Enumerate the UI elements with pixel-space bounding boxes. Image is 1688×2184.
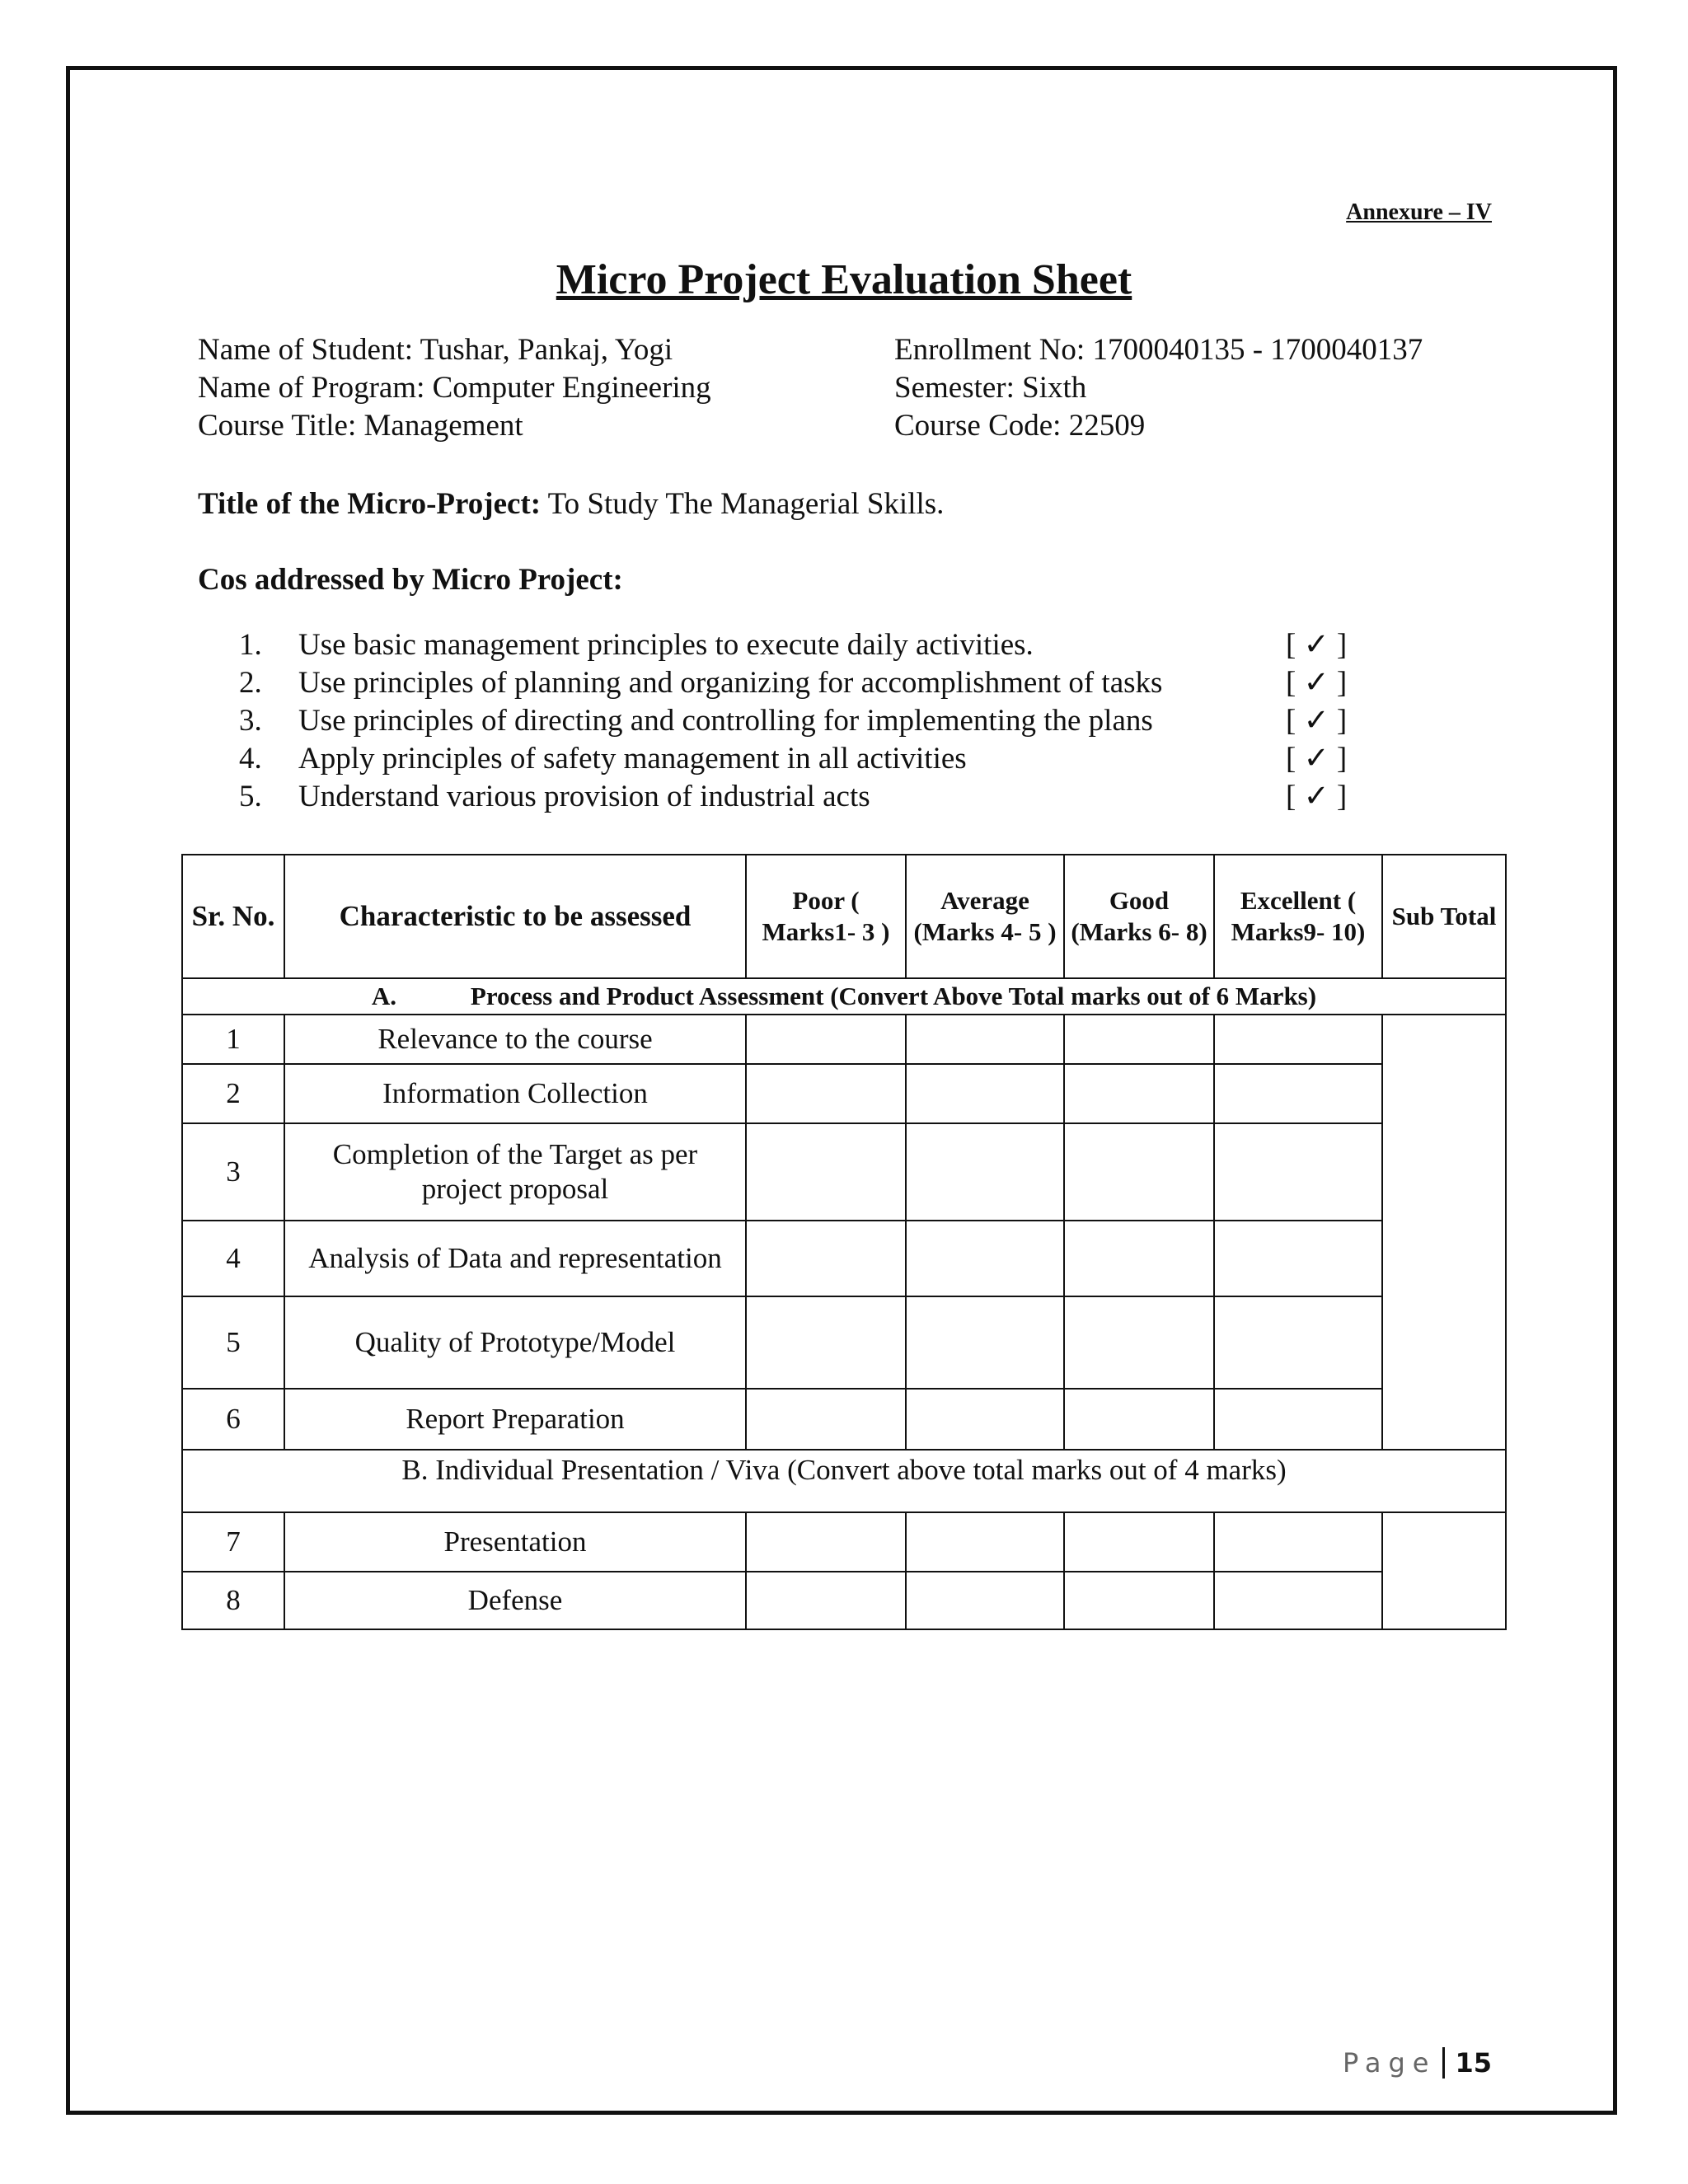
semester: Semester: Sixth — [894, 371, 1087, 405]
good-cell[interactable] — [1064, 1296, 1214, 1389]
table-row — [182, 1064, 1506, 1123]
excellent-cell[interactable] — [1214, 1015, 1382, 1064]
poor-cell[interactable] — [746, 1572, 906, 1629]
good-cell[interactable] — [1064, 1572, 1214, 1629]
page-footer — [1343, 2047, 1492, 2079]
checkmark-icon: [ ✓ ] — [1286, 780, 1348, 813]
cos-item — [239, 702, 1376, 740]
section-a-letter: A. — [371, 982, 397, 1010]
row-characteristic: Completion of the Target as per project proposal — [284, 1123, 746, 1221]
average-cell[interactable] — [906, 1221, 1064, 1296]
subtotal-cell-b[interactable] — [1382, 1512, 1506, 1629]
row-sr: 2 — [182, 1064, 284, 1123]
cos-item-text: Understand various provision of industrial acts — [298, 780, 870, 813]
row-sr: 3 — [182, 1123, 284, 1221]
table-row — [182, 1221, 1506, 1296]
poor-cell[interactable] — [746, 1015, 906, 1064]
enrollment-number: Enrollment No: 1700040135 - 1700040137 — [894, 333, 1423, 367]
cos-item-number: 1. — [239, 628, 262, 662]
cos-item-text: Use basic management principles to execute daily activities. — [298, 628, 1034, 662]
course-title: Course Title: Management — [198, 409, 523, 443]
cos-item-number: 2. — [239, 666, 262, 700]
section-a-text: Process and Product Assessment (Convert Above Total marks out of 6 Marks) — [470, 982, 1317, 1010]
good-cell[interactable] — [1064, 1389, 1214, 1450]
excellent-cell[interactable] — [1214, 1123, 1382, 1221]
student-info — [198, 331, 1517, 445]
cos-item-number: 5. — [239, 780, 262, 813]
cos-list — [239, 626, 1376, 816]
header-characteristic: Characteristic to be assessed — [284, 855, 746, 978]
cos-item — [239, 626, 1376, 664]
cos-item-text: Use principles of directing and controlling for implementing the plans — [298, 704, 1153, 738]
row-sr: 4 — [182, 1221, 284, 1296]
excellent-cell[interactable] — [1214, 1512, 1382, 1572]
cos-heading: Cos addressed by Micro Project: — [198, 563, 623, 597]
header-good: Good (Marks 6- 8) — [1064, 855, 1214, 978]
poor-cell[interactable] — [746, 1123, 906, 1221]
section-a-heading — [182, 978, 1506, 1015]
header-excellent: Excellent ( Marks9- 10) — [1214, 855, 1382, 978]
cos-item — [239, 740, 1376, 778]
checkmark-icon: [ ✓ ] — [1286, 628, 1348, 662]
micro-project-title-label: Title of the Micro-Project: — [198, 487, 542, 521]
micro-project-title — [198, 486, 944, 522]
row-characteristic: Analysis of Data and representation — [284, 1221, 746, 1296]
average-cell[interactable] — [906, 1296, 1064, 1389]
row-sr: 8 — [182, 1572, 284, 1629]
student-name: Name of Student: Tushar, Pankaj, Yogi — [198, 333, 673, 367]
excellent-cell[interactable] — [1214, 1572, 1382, 1629]
good-cell[interactable] — [1064, 1221, 1214, 1296]
excellent-cell[interactable] — [1214, 1296, 1382, 1389]
section-b-heading: B. Individual Presentation / Viva (Convert above total marks out of 4 marks) — [182, 1450, 1506, 1512]
table-row — [182, 1015, 1506, 1064]
subtotal-cell-a[interactable] — [1382, 1015, 1506, 1450]
average-cell[interactable] — [906, 1123, 1064, 1221]
table-row — [182, 1572, 1506, 1629]
table-row — [182, 1296, 1506, 1389]
row-characteristic: Presentation — [284, 1512, 746, 1572]
average-cell[interactable] — [906, 1389, 1064, 1450]
section-a-row — [182, 978, 1506, 1015]
table-row — [182, 1389, 1506, 1450]
micro-project-title-value: To Study The Managerial Skills. — [541, 487, 945, 521]
section-b-row — [182, 1450, 1506, 1512]
cos-item-number: 3. — [239, 704, 262, 738]
excellent-cell[interactable] — [1214, 1389, 1382, 1450]
annexure-label: Annexure – IV — [1346, 199, 1492, 225]
row-characteristic: Report Preparation — [284, 1389, 746, 1450]
cos-item-text: Use principles of planning and organizing for accomplishment of tasks — [298, 666, 1163, 700]
poor-cell[interactable] — [746, 1221, 906, 1296]
row-sr: 1 — [182, 1015, 284, 1064]
good-cell[interactable] — [1064, 1123, 1214, 1221]
poor-cell[interactable] — [746, 1296, 906, 1389]
cos-item-number: 4. — [239, 742, 262, 776]
page-word: Page — [1343, 2047, 1437, 2079]
excellent-cell[interactable] — [1214, 1064, 1382, 1123]
table-row — [182, 1512, 1506, 1572]
row-characteristic: Information Collection — [284, 1064, 746, 1123]
header-average: Average (Marks 4- 5 ) — [906, 855, 1064, 978]
poor-cell[interactable] — [746, 1064, 906, 1123]
evaluation-table — [181, 854, 1507, 1630]
average-cell[interactable] — [906, 1064, 1064, 1123]
course-code: Course Code: 22509 — [894, 409, 1146, 443]
row-sr: 5 — [182, 1296, 284, 1389]
poor-cell[interactable] — [746, 1512, 906, 1572]
checkmark-icon: [ ✓ ] — [1286, 704, 1348, 738]
average-cell[interactable] — [906, 1512, 1064, 1572]
average-cell[interactable] — [906, 1015, 1064, 1064]
row-characteristic: Defense — [284, 1572, 746, 1629]
table-row — [182, 1123, 1506, 1221]
cos-item-text: Apply principles of safety management in all activities — [298, 742, 967, 776]
header-subtotal: Sub Total — [1382, 855, 1506, 978]
cos-item — [239, 778, 1376, 816]
header-sr-no: Sr. No. — [182, 855, 284, 978]
table-header-row — [182, 855, 1506, 978]
row-sr: 6 — [182, 1389, 284, 1450]
program-name: Name of Program: Computer Engineering — [198, 371, 711, 405]
row-characteristic: Relevance to the course — [284, 1015, 746, 1064]
excellent-cell[interactable] — [1214, 1221, 1382, 1296]
page-number: 15 — [1442, 2047, 1492, 2079]
average-cell[interactable] — [906, 1572, 1064, 1629]
poor-cell[interactable] — [746, 1389, 906, 1450]
row-sr: 7 — [182, 1512, 284, 1572]
header-poor: Poor ( Marks1- 3 ) — [746, 855, 906, 978]
page-title: Micro Project Evaluation Sheet — [556, 256, 1132, 303]
checkmark-icon: [ ✓ ] — [1286, 666, 1348, 700]
checkmark-icon: [ ✓ ] — [1286, 742, 1348, 776]
good-cell[interactable] — [1064, 1512, 1214, 1572]
cos-item — [239, 664, 1376, 702]
good-cell[interactable] — [1064, 1064, 1214, 1123]
good-cell[interactable] — [1064, 1015, 1214, 1064]
row-characteristic: Quality of Prototype/Model — [284, 1296, 746, 1389]
